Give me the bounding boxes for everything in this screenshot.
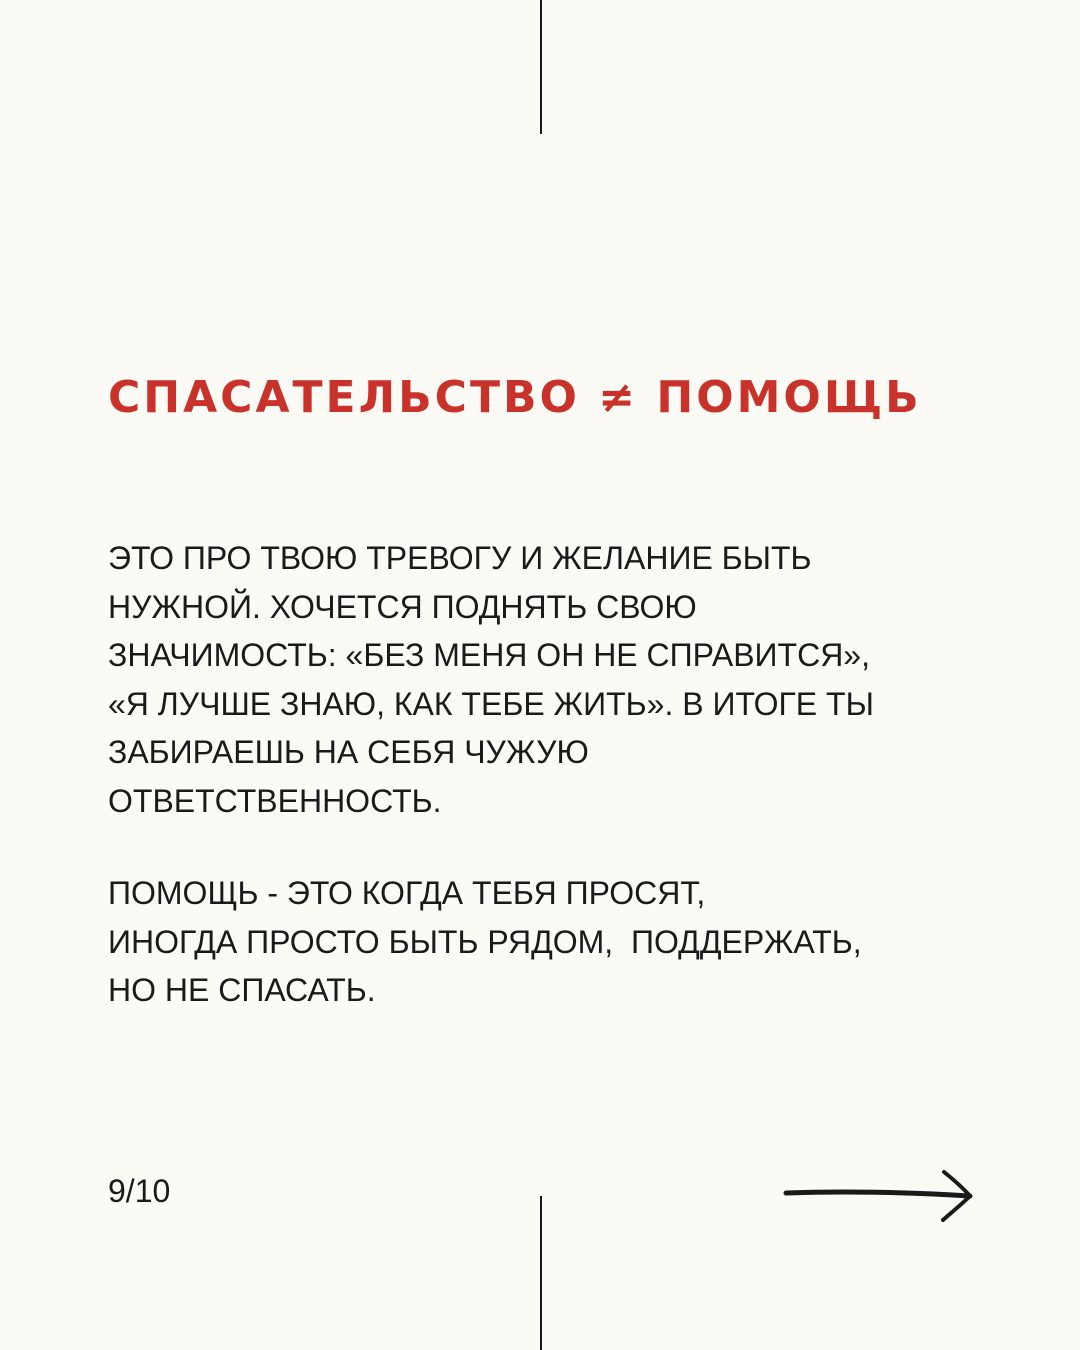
paragraph-line: ЭТО ПРО ТВОЮ ТРЕВОГУ И ЖЕЛАНИЕ БЫТЬ (108, 540, 812, 576)
paragraph-line: НО НЕ СПАСАТЬ. (108, 972, 376, 1009)
slide-heading: СПАСАТЕЛЬСТВО ≠ ПОМОЩЬ (108, 372, 922, 423)
paragraph-line: ЗАБИРАЕШЬ НА СЕБЯ ЧУЖУЮ (108, 734, 589, 771)
paragraph-help (108, 869, 988, 1015)
paragraph-line: ОТВЕТСТВЕННОСТЬ. (108, 782, 442, 819)
arrow-right-icon[interactable] (780, 1164, 980, 1228)
bottom-divider-line (540, 1196, 542, 1350)
page-counter: 9/10 (108, 1173, 171, 1209)
top-divider-line (540, 0, 542, 134)
paragraph-line: ИНОГДА ПРОСТО БЫТЬ РЯДОМ, ПОДДЕРЖАТЬ, (108, 923, 862, 960)
paragraph-line: ПОМОЩЬ - ЭТО КОГДА ТЕБЯ ПРОСЯТ, (108, 875, 706, 911)
paragraph-rescuing (108, 534, 988, 826)
paragraph-line: «Я ЛУЧШЕ ЗНАЮ, КАК ТЕБЕ ЖИТЬ». В ИТОГЕ ТЫ (108, 685, 874, 722)
paragraph-line: НУЖНОЙ. ХОЧЕТСЯ ПОДНЯТЬ СВОЮ (108, 588, 697, 625)
paragraph-line: ЗНАЧИМОСТЬ: «БЕЗ МЕНЯ ОН НЕ СПРАВИТСЯ», (108, 637, 870, 674)
